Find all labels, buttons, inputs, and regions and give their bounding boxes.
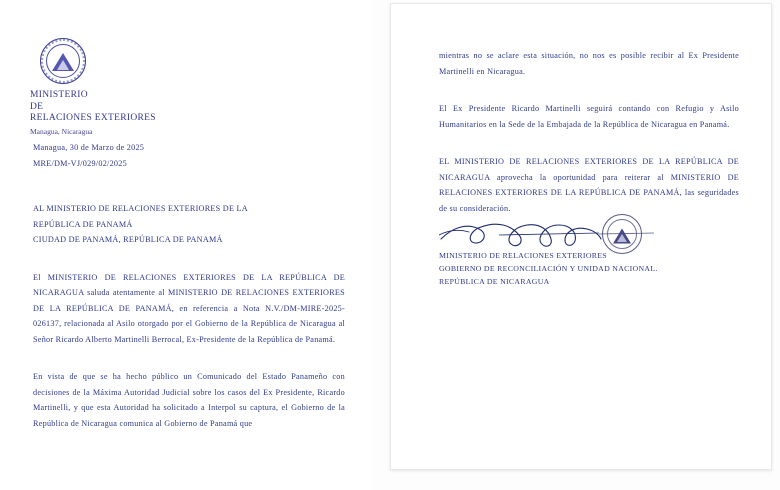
signature-line-3: REPÚBLICA DE NICARAGUA xyxy=(439,277,550,286)
addressee-line-3: CIUDAD DE PANAMÁ, REPÚBLICA DE PANAMÁ xyxy=(33,235,223,244)
signature-text-block xyxy=(439,249,658,288)
page-2-body xyxy=(439,48,739,216)
letterhead-line-relaciones-exteriores: RELACIONES EXTERIORES xyxy=(30,113,156,123)
letterhead xyxy=(30,38,230,137)
reference-number: MRE/DM-VJ/029/02/2025 xyxy=(33,158,127,168)
signature-line-2: GOBIERNO DE RECONCILIACIÓN Y UNIDAD NACIONAL. xyxy=(439,264,658,273)
signature-line-1: MINISTERIO DE RELACIONES EXTERIORES xyxy=(439,251,607,260)
addressee-line-2: REPÚBLICA DE PANAMÁ xyxy=(33,219,133,229)
ministry-round-stamp-icon xyxy=(602,214,642,254)
paragraph-5: EL MINISTERIO DE RELACIONES EXTERIORES DE LA REPÚBLICA DE NICARAGUA aprovecha la oportunidad para reiterar al MINISTERIO DE RELACIONES EXTERIORES DE LA REPÚBLICA DE PANAMÁ, las seguridades de su consideración. xyxy=(439,157,739,213)
paragraph-4: El Ex Presidente Ricardo Martinelli seguirá contando con Refugio y Asilo Humanitarios en la Sede de la Embajada de la República de Nicaragua en Panamá. xyxy=(439,104,739,129)
document-page-2 xyxy=(390,3,772,470)
nicaragua-coat-of-arms-seal-icon xyxy=(40,38,86,84)
letterhead-line-de: DE xyxy=(30,101,44,112)
addressee-line-1: AL MINISTERIO DE RELACIONES EXTERIORES DE LA xyxy=(33,204,248,213)
letterhead-line-ministerio: MINISTERIO xyxy=(30,90,88,100)
document-page-1 xyxy=(0,0,372,490)
letterhead-city: Managua, Nicaragua xyxy=(30,126,93,136)
page-1-body xyxy=(33,140,345,431)
paragraph-3: mientras no se aclare esta situación, no nos es posible recibir al Ex Presidente Martinelli en Nicaragua. xyxy=(439,51,739,76)
paragraph-1: El MINISTERIO DE RELACIONES EXTERIORES DE LA REPÚBLICA DE NICARAGUA saluda atentamente al MINISTERIO DE RELACIONES EXTERIORES DE LA REPÚBLICA DE PANAMÁ, en referencia a Nota N.V./DM-MIRE-2025-026137, relacionada al Asilo otorgado por el Gobierno de la República de Nicaragua al Señor Ricardo Alberto Martinelli Berrocal, Ex-Presidente de la República de Panamá. xyxy=(33,272,345,344)
signature-block xyxy=(439,209,739,299)
paragraph-2: En vista de que se ha hecho público un Comunicado del Estado Panameño con decisiones de la Máxima Autoridad Judicial sobre los casos del Ex Presidente, Ricardo Martinelli, y que esta Autoridad ha solicitado a Interpol su captura, el Gobierno de la República de Nicaragua comunica al Gobierno de Panamá que xyxy=(33,372,345,428)
place-and-date: Managua, 30 de Marzo de 2025 xyxy=(33,143,145,152)
